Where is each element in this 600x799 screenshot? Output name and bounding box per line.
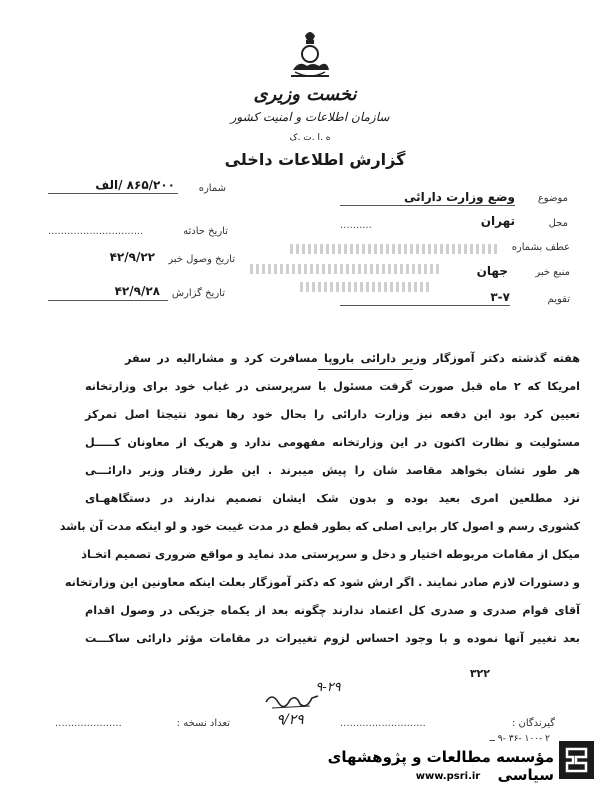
body-line-8: میکل از مقامات مربوطه اختیار و دخل و سرپرستی مدد نماید و مواقع ضروری تصمیم اتخـاذ bbox=[81, 548, 580, 561]
place-value: تهران bbox=[480, 214, 515, 228]
number-label: شماره bbox=[198, 183, 226, 194]
subject-label: موضوع bbox=[537, 193, 568, 204]
body-line-5: هر طور تشان بخواهد مقاصد شان را پیش میبرند . این طرز رفتار وزیر دارائـــی bbox=[85, 464, 580, 477]
subject-value: وضع وزارت دارائی bbox=[404, 190, 515, 204]
copies-dots: ..................... bbox=[55, 718, 122, 729]
org-subname: سازمان اطلاعات و امنیت کشور bbox=[230, 110, 390, 124]
source-value: جهان bbox=[476, 264, 508, 278]
evaluation-label: تقویم bbox=[547, 294, 570, 305]
report-date-label: تاریخ گزارش bbox=[171, 288, 225, 299]
number-underline bbox=[48, 193, 178, 194]
handwritten-date-2: ۹/۲۹ bbox=[276, 712, 304, 728]
place-label: محل bbox=[548, 218, 568, 229]
body-line-3: تعیین کرد بود این دفعه نیز وزارت دارائی را بحال خود رها نمود نتیجتا اصل تمرکز bbox=[85, 408, 580, 421]
body-line-6: نزد مطلعین امری بعید بوده و بدون شک ایشان تصمیم ندارند در دستگاههـای bbox=[85, 492, 580, 505]
report-date-underline bbox=[48, 300, 168, 301]
org-code: ه .ا .ت .ک bbox=[289, 133, 331, 143]
body-line-7: کشوری رسم و اصول کار برایی اصلی که بطور قطع در مدت غیبت خود و لو اینکه مدت آن باشد bbox=[59, 520, 580, 533]
evaluation-value: ۳-۷ bbox=[490, 290, 510, 304]
receipt-date-value: ۴۲/۹/۲۲ bbox=[109, 250, 155, 264]
report-date-value: ۴۲/۹/۲۸ bbox=[114, 284, 160, 298]
body-underline-1 bbox=[318, 369, 413, 370]
incident-date-dots: .............................. bbox=[48, 226, 144, 237]
org-name: نخست وزیری bbox=[253, 84, 357, 105]
handwritten-date-1: ۹-۲۹ bbox=[315, 680, 341, 695]
source-label: منبع خبر bbox=[535, 267, 570, 278]
report-title: گزارش اطلاعات داخلی bbox=[224, 150, 406, 169]
receipt-date-label: تاریخ وصول خبر bbox=[168, 254, 235, 265]
lion-and-sun-emblem bbox=[285, 26, 335, 82]
body-line-10: آقای قوام صدری و صدری کل اعتماد ندارند چگونه بعد از یکماه جزیکی در وصول اقدام bbox=[85, 604, 580, 617]
evaluation-underline bbox=[340, 305, 510, 306]
body-line-11: بعد تغییر آنها نموده و با وجود احساس لزوم تغییرات در مقامات مؤثر دارائی ساکـــت bbox=[85, 632, 580, 645]
incident-date-label: تاریخ حادثه bbox=[183, 226, 228, 237]
signature-icon bbox=[262, 688, 322, 712]
place-dots: .......... bbox=[340, 220, 372, 231]
recipients-label: گیرندگان : bbox=[511, 718, 555, 729]
redacted-source-name bbox=[250, 264, 440, 274]
subject-underline bbox=[340, 205, 515, 206]
page-code: ۳۲۲ bbox=[469, 667, 490, 680]
copies-label: تعداد نسخه : bbox=[176, 718, 230, 729]
redacted-ref bbox=[290, 244, 500, 254]
form-code: ۲ -۱۰۰ -۳۶ -۹ ــ bbox=[489, 734, 550, 744]
redacted-source-detail bbox=[300, 282, 430, 292]
watermark-logo-icon bbox=[559, 741, 594, 779]
body-line-4: مسئولیت و نظارت اکنون در این وزارتخانه مفهومی ندارد و هریک از معاونان کـــــل bbox=[85, 436, 580, 449]
body-line-2: امریکا که ۲ ماه قبل صورت گرفت مسئول با سرپرستی در غیاب خود برای وزارتخانه bbox=[85, 380, 580, 393]
watermark-name: مؤسسه مطالعات و پژوهشهای سیاسی bbox=[327, 748, 554, 784]
body-line-1: هفته گذشته دکتر آموزگار وزیر دارائی باروپا مسافرت کرد و مشارالیه در سفر bbox=[125, 352, 580, 365]
watermark-url: www.psri.ir bbox=[415, 771, 481, 782]
recipients-dots: ........................... bbox=[340, 718, 426, 729]
number-value: ۸۶۵/۲۰۰ /الف bbox=[95, 178, 175, 192]
body-line-9: و دستورات لازم صادر نمایند . اگر ارش شود که دکتر آموزگار بعلت اینکه معاونین این وزارتخانه bbox=[64, 576, 580, 589]
ref-label: عطف بشماره bbox=[511, 242, 570, 253]
